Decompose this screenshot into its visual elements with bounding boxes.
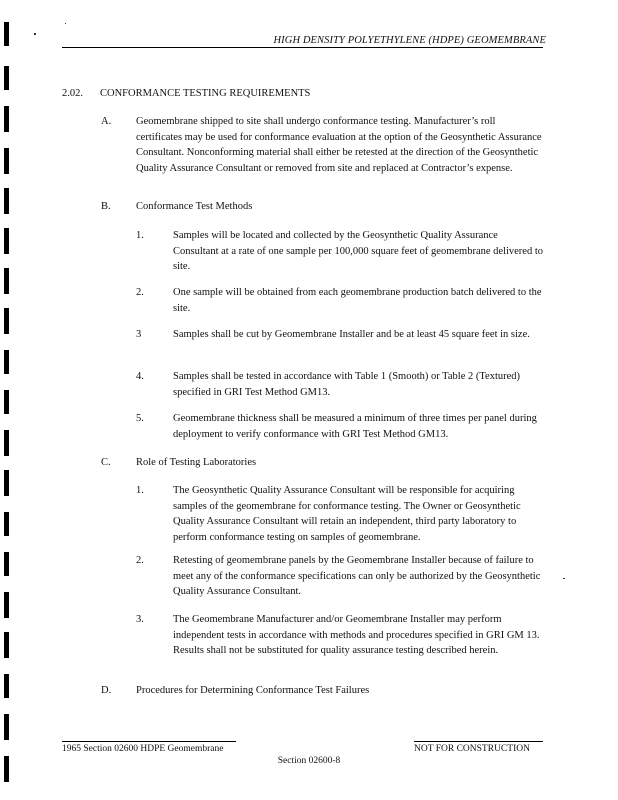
paragraph-a [62,114,543,176]
list-item [62,369,543,400]
list-item-number: 4. [136,371,144,382]
list-item-number: 3 [136,329,142,340]
scan-mark [4,390,9,414]
paragraph-letter: B. [101,201,111,212]
paragraph-letter: D. [101,685,112,696]
list-item-number: 5. [136,413,144,424]
scan-mark [4,714,9,740]
footer-rule [414,741,543,742]
list-item [62,553,543,600]
paragraph-letter: A. [101,116,112,127]
scan-mark [4,632,9,658]
section-number: 2.02. [62,88,83,99]
scan-mark [4,350,9,374]
list-item [62,285,543,316]
paragraph-letter: C. [101,457,111,468]
paragraph-heading: Role of Testing Laboratories [136,457,257,468]
list-item-text: The Geomembrane Manufacturer and/or Geomembrane Installer may perform independent tests in accordance with methods and procedures specified in GRI GM 13. Results shall not be substituted for quality assurance testing described herein. [173,614,540,656]
list-item-number: 3. [136,614,144,625]
scan-speck [65,23,66,24]
paragraph-heading: Procedures for Determining Conformance Test Failures [136,685,370,696]
list-item [62,327,543,343]
footer-document-id: 1965 Section 02600 HDPE Geomembrane [62,744,224,754]
paragraph-heading: Conformance Test Methods [136,201,253,212]
list-item-number: 2. [136,287,144,298]
list-item-number: 2. [136,555,144,566]
list-item [62,612,543,659]
list-item-text: The Geosynthetic Quality Assurance Consultant will be responsible for acquiring samples of the geomembrane for conformance testing. The Owner or Geosynthetic Quality Assurance Consultant will retain an independent, third party laboratory to perform conformance testing on samples of geomembrane. [173,485,521,543]
scan-mark [4,188,9,214]
scan-mark [4,430,9,456]
scan-mark [4,148,9,174]
list-item-text: Samples will be located and collected by the Geosynthetic Quality Assurance Consultant at a rate of one sample per 100,000 square feet of geomembrane delivered to site. [173,230,543,272]
scan-mark [4,552,9,576]
list-item [62,483,543,545]
list-item-number: 1. [136,230,144,241]
list-item-text: Retesting of geomembrane panels by the Geomembrane Installer because of failure to meet any of the conformance specifications can only be authorized by the Geosynthetic Quality Assurance Consultant. [173,555,541,597]
section-title: CONFORMANCE TESTING REQUIREMENTS [100,88,311,99]
scan-mark [4,674,9,698]
header-rule [62,47,543,48]
section-heading [62,88,310,99]
paragraph-text: Geomembrane shipped to site shall undergo conformance testing. Manufacturer’s roll certificates may be used for conformance evaluation at the option of the Geosynthetic Assurance Consultant. Nonconforming material shall either be retested at the direction of the Geosynthetic Quality Assurance Consultant or removed from site and replaced at Contractor’s expense. [136,116,542,174]
scan-mark [4,228,9,254]
footer-disclaimer: NOT FOR CONSTRUCTION [414,744,530,754]
scan-mark [4,106,9,132]
scan-mark [4,470,9,496]
scan-edge-marks [4,0,14,800]
paragraph-c [62,455,543,471]
paragraph-d [62,683,543,699]
scan-speck [563,578,565,579]
scan-mark [4,268,9,294]
list-item-number: 1. [136,485,144,496]
scan-mark [4,512,9,536]
list-item-text: Geomembrane thickness shall be measured a minimum of three times per panel during deployment to verify conformance with GRI Test Method GM13. [173,413,537,440]
scan-mark [4,592,9,618]
list-item [62,228,543,275]
scan-mark [4,308,9,334]
scan-mark [4,22,9,46]
footer-rule [62,741,236,742]
scan-mark [4,66,9,90]
list-item-text: Samples shall be tested in accordance with Table 1 (Smooth) or Table 2 (Textured) specified in GRI Test Method GM13. [173,371,521,398]
running-header-title: HIGH DENSITY POLYETHYLENE (HDPE) GEOMEMBRANE [273,35,546,46]
paragraph-b [62,199,543,215]
page-number: Section 02600-8 [277,756,341,766]
list-item [62,411,543,442]
list-item-text: One sample will be obtained from each geomembrane production batch delivered to the site. [173,287,542,314]
scan-speck [34,33,36,35]
list-item-text: Samples shall be cut by Geomembrane Installer and be at least 45 square feet in size. [173,329,530,340]
